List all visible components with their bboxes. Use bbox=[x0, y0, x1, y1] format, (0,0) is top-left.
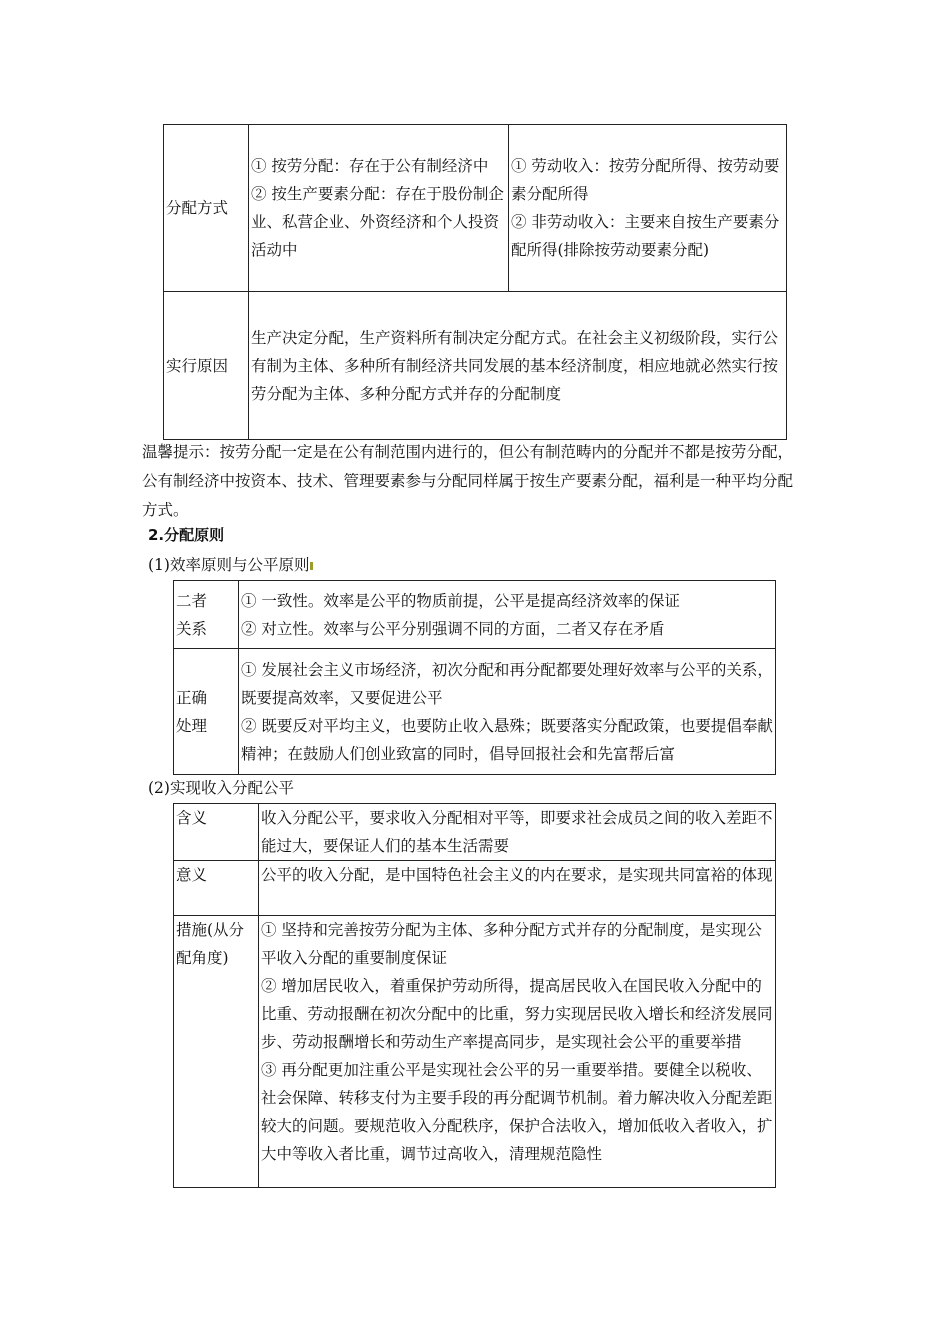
cell-significance-text bbox=[259, 861, 776, 916]
cell-handling-text bbox=[239, 649, 776, 775]
cell-text: ① 一致性。效率是公平的物质前提，公平是提高经济效率的保证 ② 对立性。效率与公平分别强调不同的方面，二者又存在矛盾 bbox=[241, 591, 680, 638]
row-label-reason bbox=[164, 292, 249, 440]
cell-label: 正确处理 bbox=[176, 688, 208, 735]
cell-label: 意义 bbox=[176, 866, 208, 884]
subheading-text: (1)效率原则与公平原则 bbox=[148, 556, 310, 574]
distribution-table bbox=[163, 124, 787, 440]
marker-icon bbox=[310, 562, 313, 570]
cell-label: 二者关系 bbox=[176, 591, 208, 638]
cell-text: 生产决定分配，生产资料所有制决定分配方式。在社会主义初级阶段，实行公有制为主体、多种所有制经济共同发展的基本经济制度，相应地就必然实行按劳分配为主体、多种分配方式并存的分配制度 bbox=[251, 328, 779, 403]
subheading-text: (2)实现收入分配公平 bbox=[148, 779, 294, 797]
cell-distribution-types bbox=[249, 125, 509, 292]
subheading-efficiency-fairness bbox=[148, 553, 313, 575]
cell-meaning-text bbox=[259, 804, 776, 861]
cell-relationship-text bbox=[239, 581, 776, 649]
row-label-handling bbox=[174, 649, 239, 775]
row-label-significance bbox=[174, 861, 259, 916]
heading-text: 2.分配原则 bbox=[148, 526, 225, 544]
efficiency-fairness-table bbox=[173, 580, 776, 775]
income-fairness-table bbox=[173, 803, 776, 1188]
cell-text: ① 坚持和完善按劳分配为主体、多种分配方式并存的分配制度，是实现公平收入分配的重要制度保证 ② 增加居民收入，着重保护劳动所得，提高居民收入在国民收入分配中的比重、劳动报酬在初次分配中的比重，努力实现居民收入增长和经济发展同步、劳动报酬增长和劳动生产率提高同步，是实现社会公平的重要举措 ③ 再分配更加注重公平是实现社会公平的另一重要举措。要健全以税收、社会保障、转移支付为主要手段的再分配调节机制。着力解决收入分配差距较大的问题。要规范收入分配秩序，保护合法收入，增加低收入者收入，扩大中等收入者比重，调节过高收入，清理规范隐性 bbox=[261, 921, 773, 1163]
warm-tip bbox=[142, 438, 802, 525]
cell-income-types bbox=[509, 125, 787, 292]
cell-text: 公平的收入分配，是中国特色社会主义的内在要求，是实现共同富裕的体现 bbox=[261, 866, 773, 884]
cell-label: 分配方式 bbox=[166, 199, 229, 217]
row-label-measures bbox=[174, 916, 259, 1188]
cell-text: 收入分配公平，要求收入分配相对平等，即要求社会成员之间的收入差距不能过大，要保证人们的基本生活需要 bbox=[261, 809, 773, 855]
cell-measures-text bbox=[259, 916, 776, 1188]
tip-text: 温馨提示：按劳分配一定是在公有制范围内进行的，但公有制范畴内的分配并不都是按劳分配，公有制经济中按资本、技术、管理要素参与分配同样属于按生产要素分配，福利是一种平均分配方式。 bbox=[142, 443, 794, 519]
subheading-income-fairness bbox=[148, 776, 294, 798]
cell-text: ① 按劳分配：存在于公有制经济中 ② 按生产要素分配：存在于股份制企业、私营企业、外资经济和个人投资活动中 bbox=[251, 157, 504, 259]
row-label-distribution-method bbox=[164, 125, 249, 292]
cell-text: ① 劳动收入：按劳分配所得、按劳动要素分配所得 ② 非劳动收入：主要来自按生产要素分配所得(排除按劳动要素分配) bbox=[511, 157, 780, 259]
cell-label: 措施(从分配角度) bbox=[176, 921, 245, 967]
cell-reason-text bbox=[249, 292, 787, 440]
row-label-meaning bbox=[174, 804, 259, 861]
cell-label: 实行原因 bbox=[166, 356, 229, 375]
cell-text: ① 发展社会主义市场经济，初次分配和再分配都要处理好效率与公平的关系，既要提高效率，又要促进公平 ② 既要反对平均主义，也要防止收入悬殊；既要落实分配政策，也要提倡奉献精神；在鼓励人们创业致富的同时，倡导回报社会和先富帮后富 bbox=[241, 660, 773, 763]
cell-label: 含义 bbox=[176, 809, 208, 827]
section-heading bbox=[148, 524, 224, 545]
row-label-relationship bbox=[174, 581, 239, 649]
